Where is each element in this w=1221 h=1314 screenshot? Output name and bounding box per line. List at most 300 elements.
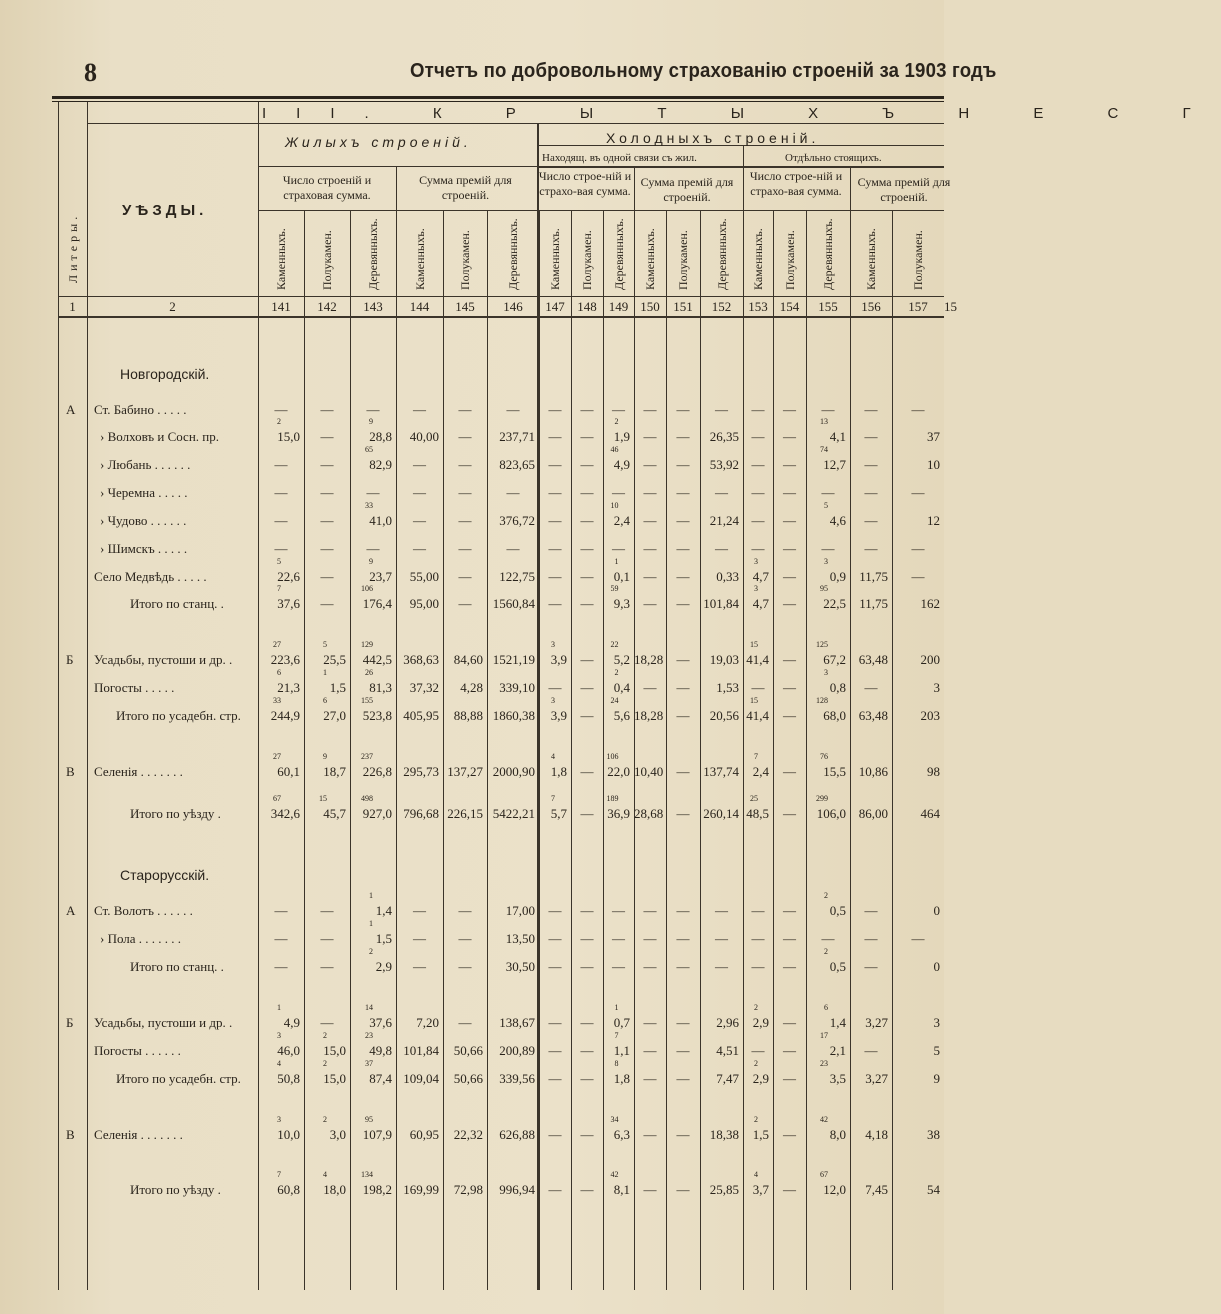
table-cell: —	[676, 457, 690, 472]
table-cell: —	[580, 931, 594, 946]
table-cell: 1,4	[375, 903, 392, 918]
table-cell: —	[821, 485, 835, 500]
running-title: Отчетъ по добровольному страхованію строеній за 1903 годъ	[410, 60, 997, 82]
table-cell: 1,8	[550, 764, 567, 779]
table-cell: —	[548, 513, 562, 528]
row-label: › Шимскъ . . . . .	[100, 541, 188, 556]
table-cell: 3,9	[550, 708, 567, 723]
table-cell: 18,28	[634, 708, 664, 723]
table-cell: 36,9	[607, 806, 630, 821]
table-cell: 17,00	[505, 903, 535, 918]
table-cell: —	[274, 931, 288, 946]
section-heading: Новгородскій.	[120, 366, 210, 382]
table-cell: —	[548, 680, 562, 695]
table-cell: —	[580, 959, 594, 974]
table-cell: 67,2	[823, 652, 846, 667]
table-cell: —	[458, 485, 472, 500]
table-cell: 2,9	[752, 1071, 769, 1086]
row-label: Ст. Волотъ . . . . . .	[94, 903, 193, 918]
table-cell: —	[751, 429, 765, 444]
count-superscript: 6	[323, 696, 327, 705]
count-superscript: 2	[614, 668, 619, 677]
table-cell: 200,89	[499, 1043, 535, 1058]
residential-header: Жилыхъ строеній.	[285, 134, 472, 150]
table-cell: 49,8	[369, 1043, 392, 1058]
table-cell: —	[783, 1071, 796, 1086]
table-cell: 0,7	[613, 1015, 630, 1030]
section-title: III. К Р Ы Т Ы Х Ъ Н Е С Г	[262, 105, 1221, 122]
row-label: Ст. Бабино . . . . .	[94, 402, 187, 417]
table-cell: 996,94	[499, 1182, 535, 1197]
table-cell: 796,68	[403, 806, 439, 821]
table-cell: —	[548, 1182, 562, 1197]
count-superscript: 2	[323, 1115, 327, 1124]
table-cell: —	[751, 513, 765, 528]
table-cell: 1560,84	[492, 596, 535, 611]
column-number: 154	[779, 299, 800, 314]
column-header-stone: Каменныхъ.	[274, 228, 288, 290]
table-cell: —	[580, 708, 594, 723]
table-cell: 2,4	[613, 513, 630, 528]
table-cell: 106,0	[816, 806, 846, 821]
grid-hline	[258, 210, 944, 211]
table-cell: 339,10	[499, 680, 535, 695]
table-cell: 101,84	[403, 1043, 439, 1058]
table-cell: 18,0	[323, 1182, 346, 1197]
table-cell: —	[548, 1071, 562, 1086]
grid-hline	[87, 123, 944, 124]
table-cell: —	[413, 903, 426, 918]
count-superscript: 27	[273, 640, 281, 649]
table-cell: 40,00	[409, 429, 439, 444]
table-cell: 15,0	[277, 429, 300, 444]
table-cell: 5,7	[550, 806, 567, 821]
column-number: 155	[818, 299, 838, 314]
table-cell: 0,8	[829, 680, 846, 695]
section-heading: Старорусскій.	[120, 867, 210, 883]
table-cell: 5,6	[613, 708, 630, 723]
count-superscript: 125	[816, 640, 828, 649]
table-cell: 95,00	[409, 596, 439, 611]
table-cell: —	[864, 903, 878, 918]
row-label: Село Медвѣдь . . . . .	[94, 569, 207, 584]
table-cell: —	[580, 806, 594, 821]
table-cell: 9	[933, 1071, 940, 1086]
count-superscript: 7	[277, 584, 281, 593]
table-cell: 223,6	[270, 652, 300, 667]
table-cell: 3	[933, 680, 940, 695]
table-cell: —	[612, 485, 625, 500]
table-cell: —	[783, 541, 796, 556]
row-label: › Волховъ и Сосн. пр.	[100, 429, 219, 444]
detached-header: Отдѣльно стоящихъ.	[785, 152, 882, 164]
table-cell: 3,27	[865, 1015, 888, 1030]
table-cell: 203	[920, 708, 940, 723]
table-cell: —	[783, 903, 796, 918]
table-cell: —	[783, 708, 796, 723]
table-cell: 4,18	[865, 1127, 888, 1142]
table-cell: 72,98	[453, 1182, 483, 1197]
table-cell: 23,7	[369, 569, 392, 584]
table-cell: 25,5	[323, 652, 346, 667]
table-cell: 2,1	[829, 1043, 846, 1058]
attached-count-header: Число строе-ній и страхо-вая сумма.	[538, 169, 632, 198]
count-superscript: 9	[323, 752, 327, 761]
table-cell: —	[676, 959, 690, 974]
count-superscript: 37	[365, 1059, 373, 1068]
table-cell: 50,66	[453, 1043, 483, 1058]
table-cell: 9,3	[613, 596, 630, 611]
count-superscript: 5	[824, 501, 828, 510]
count-superscript: 8	[614, 1059, 619, 1068]
table-cell: —	[320, 596, 334, 611]
table-cell: 22,6	[277, 569, 300, 584]
count-superscript: 237	[361, 752, 373, 761]
table-cell: —	[783, 596, 796, 611]
count-superscript: 6	[824, 1003, 828, 1012]
table-cell: 18,7	[323, 764, 346, 779]
table-cell: 4,6	[829, 513, 846, 528]
count-superscript: 65	[365, 445, 373, 454]
column-number: 143	[363, 299, 383, 314]
table-cell: —	[864, 931, 878, 946]
table-cell: —	[751, 680, 765, 695]
table-cell: —	[783, 569, 796, 584]
count-superscript: 189	[606, 794, 619, 803]
table-cell: 98	[927, 764, 940, 779]
table-cell: —	[676, 541, 690, 556]
table-cell: —	[864, 513, 878, 528]
table-cell: —	[783, 1182, 796, 1197]
table-cell: —	[274, 402, 288, 417]
total-row-label: Итого по усадебн. стр.	[116, 1071, 241, 1086]
table-cell: 122,75	[499, 569, 535, 584]
table-cell: —	[751, 485, 765, 500]
table-cell: 226,8	[362, 764, 392, 779]
letters-header: Литеры.	[66, 212, 80, 283]
table-cell: —	[864, 959, 878, 974]
column-header-stone: Каменныхъ.	[548, 228, 562, 290]
table-cell: —	[911, 931, 925, 946]
table-cell: —	[320, 402, 334, 417]
count-superscript: 27	[273, 752, 281, 761]
table-cell: 101,84	[703, 596, 739, 611]
table-cell: —	[413, 959, 426, 974]
table-cell: 3,0	[329, 1127, 346, 1142]
count-superscript: 95	[820, 584, 828, 593]
count-superscript: 42	[820, 1115, 828, 1124]
table-cell: —	[643, 680, 657, 695]
table-cell: —	[864, 457, 878, 472]
top-rule	[52, 96, 944, 99]
table-cell: 18,28	[634, 652, 664, 667]
table-cell: —	[413, 513, 426, 528]
table-cell: —	[751, 457, 765, 472]
table-cell: 41,0	[369, 513, 392, 528]
table-cell: —	[506, 402, 520, 417]
count-superscript: 7	[551, 794, 555, 803]
table-cell: —	[274, 457, 288, 472]
row-letter: А	[66, 402, 76, 417]
table-cell: —	[676, 513, 690, 528]
table-cell: 4,1	[829, 429, 846, 444]
table-cell: 38	[927, 1127, 940, 1142]
table-cell: —	[676, 764, 690, 779]
table-cell: —	[864, 402, 878, 417]
count-superscript: 128	[816, 696, 828, 705]
count-superscript: 9	[369, 557, 373, 566]
table-cell: 3	[933, 1015, 940, 1030]
table-cell: —	[676, 1015, 690, 1030]
count-superscript: 24	[610, 696, 619, 705]
column-number: 153	[748, 299, 768, 314]
table-cell: —	[413, 457, 426, 472]
table-cell: 63,48	[858, 652, 888, 667]
table-cell: 2000,90	[492, 764, 535, 779]
table-cell: —	[783, 1043, 796, 1058]
column-number: 147	[545, 299, 565, 314]
table-cell: —	[320, 931, 334, 946]
table-cell: —	[676, 596, 690, 611]
table-cell: —	[821, 402, 835, 417]
table-cell: 198,2	[362, 1182, 392, 1197]
table-cell: 48,5	[746, 806, 769, 821]
table-cell: —	[274, 903, 288, 918]
table-cell: —	[580, 485, 594, 500]
table-cell: 368,63	[403, 652, 439, 667]
table-cell: —	[320, 1015, 334, 1030]
table-cell: —	[458, 903, 472, 918]
column-header-stone: Каменныхъ.	[751, 228, 765, 290]
table-cell: —	[715, 485, 728, 500]
total-row-label: Итого по уѣзду .	[130, 1182, 221, 1197]
table-cell: —	[783, 931, 796, 946]
table-cell: —	[783, 959, 796, 974]
attached-header: Находящ. въ одной связи съ жил.	[542, 152, 697, 164]
premium-sum-header: Сумма премій для строеній.	[419, 173, 512, 202]
table-cell: —	[506, 485, 520, 500]
table-cell: —	[783, 402, 796, 417]
count-superscript: 2	[323, 1059, 327, 1068]
table-cell: —	[548, 1043, 562, 1058]
table-cell: 1521,19	[492, 652, 535, 667]
table-cell: —	[676, 903, 690, 918]
table-cell: 137,74	[703, 764, 739, 779]
table-cell: 0,1	[613, 569, 630, 584]
detached-premium-header: Сумма премій для строеній.	[857, 175, 951, 204]
count-superscript: 3	[551, 640, 555, 649]
column-number: 142	[317, 299, 337, 314]
table-cell: —	[580, 680, 594, 695]
table-cell: —	[548, 903, 562, 918]
table-cell: —	[366, 402, 380, 417]
row-label: › Черемна . . . . .	[100, 485, 188, 500]
row-label: › Пола . . . . . . .	[100, 931, 182, 946]
table-cell: —	[580, 903, 594, 918]
districts-header: УѢЗДЫ.	[122, 202, 208, 219]
column-header-semi: Полукамен.	[458, 230, 472, 290]
table-cell: 5,2	[613, 652, 630, 667]
table-cell: —	[413, 931, 426, 946]
table-cell: —	[643, 1071, 657, 1086]
column-number: 152	[711, 299, 732, 314]
table-cell: 11,75	[859, 569, 888, 584]
column-number: 145	[455, 299, 475, 314]
table-cell: —	[548, 541, 562, 556]
column-header-semi: Полукамен.	[580, 230, 594, 290]
table-cell: 84,60	[453, 652, 483, 667]
table-cell: —	[458, 596, 472, 611]
table-cell: 81,3	[369, 680, 392, 695]
table-cell: 12,7	[823, 457, 846, 472]
table-cell: 823,65	[499, 457, 535, 472]
table-cell: —	[676, 806, 690, 821]
table-cell: —	[548, 1127, 562, 1142]
column-header-wood: Деревянныхъ.	[611, 218, 626, 290]
table-cell: —	[274, 959, 288, 974]
table-cell: 10,0	[277, 1127, 300, 1142]
table-cell: —	[458, 457, 472, 472]
count-superscript: 17	[820, 1031, 828, 1040]
count-superscript: 4	[551, 752, 555, 761]
table-cell: —	[864, 541, 878, 556]
table-cell: 1,5	[375, 931, 392, 946]
count-superscript: 1	[614, 557, 619, 566]
count-superscript: 5	[277, 557, 281, 566]
table-cell: 1,4	[829, 1015, 846, 1030]
column-number: 149	[608, 299, 629, 314]
column-header-semi: Полукамен.	[911, 230, 925, 290]
table-cell: —	[676, 652, 690, 667]
row-label: › Чудово . . . . . .	[100, 513, 187, 528]
table-cell: —	[413, 485, 426, 500]
count-superscript: 13	[820, 417, 828, 426]
count-superscript: 23	[365, 1031, 373, 1040]
table-cell: 1,5	[329, 680, 346, 695]
table-cell: —	[911, 541, 925, 556]
count-superscript: 23	[820, 1059, 828, 1068]
table-cell: 2,96	[716, 1015, 739, 1030]
table-cell: —	[676, 569, 690, 584]
column-number: 141	[271, 299, 291, 314]
column-header-stone: Каменныхъ.	[643, 228, 657, 290]
table-cell: —	[366, 485, 380, 500]
column-number: 146	[503, 299, 523, 314]
table-cell: 22,0	[607, 764, 630, 779]
grid-hline	[58, 316, 944, 318]
row-label: Селенія . . . . . . .	[94, 764, 183, 779]
table-cell: 226,15	[447, 806, 483, 821]
table-cell: —	[676, 708, 690, 723]
table-cell: —	[320, 903, 334, 918]
table-cell: —	[580, 513, 594, 528]
table-cell: —	[413, 402, 426, 417]
count-superscript: 6	[277, 668, 281, 677]
count-superscript: 1	[614, 1003, 619, 1012]
table-cell: 162	[920, 596, 940, 611]
table-cell: 37,6	[277, 596, 300, 611]
table-cell: —	[320, 485, 334, 500]
count-superscript: 129	[361, 640, 373, 649]
table-cell: —	[911, 485, 925, 500]
table-cell: —	[643, 569, 657, 584]
count-superscript: 106	[361, 584, 373, 593]
count-superscript: 2	[369, 947, 373, 956]
table-cell: —	[580, 1043, 594, 1058]
table-cell: 8,1	[613, 1182, 630, 1197]
table-cell: —	[715, 541, 728, 556]
count-superscript: 1	[369, 919, 373, 928]
table-cell: 68,0	[823, 708, 846, 723]
table-cell: —	[612, 541, 625, 556]
table-cell: 12,0	[823, 1182, 846, 1197]
total-row-label: Итого по усадебн. стр.	[116, 708, 241, 723]
column-header-wood: Деревянныхъ.	[821, 218, 835, 290]
table-cell: —	[612, 931, 625, 946]
count-sum-header: Число строеній и страховая сумма.	[282, 173, 372, 202]
table-cell: —	[320, 457, 334, 472]
table-cell: —	[676, 1182, 690, 1197]
grid-vline	[58, 102, 59, 1290]
table-cell: —	[864, 485, 878, 500]
table-cell: —	[458, 1015, 472, 1030]
table-cell: —	[580, 541, 594, 556]
table-cell: —	[783, 429, 796, 444]
table-cell: —	[643, 1127, 657, 1142]
table-cell: 37,6	[369, 1015, 392, 1030]
table-cell: 8,0	[829, 1127, 846, 1142]
table-cell: —	[676, 680, 690, 695]
table-cell: —	[643, 485, 657, 500]
table-cell: —	[751, 959, 765, 974]
table-cell: —	[783, 652, 796, 667]
table-cell: —	[676, 1127, 690, 1142]
row-letter: Б	[66, 1015, 74, 1030]
table-cell: —	[676, 931, 690, 946]
table-cell: 0,9	[829, 569, 846, 584]
table-cell: 927,0	[362, 806, 392, 821]
column-header-semi: Полукамен.	[320, 230, 334, 290]
table-cell: 22,32	[453, 1127, 483, 1142]
table-cell: 4,7	[752, 569, 769, 584]
table-cell: 1860,38	[492, 708, 535, 723]
table-cell: 1,5	[752, 1127, 769, 1142]
table-cell: 4,28	[460, 680, 483, 695]
table-cell: —	[643, 903, 657, 918]
table-cell: 11,75	[859, 596, 888, 611]
table-cell: —	[864, 1043, 878, 1058]
table-cell: 3,7	[752, 1182, 769, 1197]
table-cell: —	[458, 429, 472, 444]
table-cell: 0,5	[829, 903, 846, 918]
row-label: Погосты . . . . . .	[94, 1043, 181, 1058]
count-superscript: 3	[551, 696, 555, 705]
table-cell: 21,24	[709, 513, 739, 528]
table-cell: 88,88	[453, 708, 483, 723]
table-cell: —	[783, 457, 796, 472]
table-cell: 4,51	[716, 1043, 739, 1058]
table-cell: 18,38	[709, 1127, 739, 1142]
row-label: Усадьбы, пустоши и др. .	[94, 652, 233, 667]
table-cell: 28,68	[634, 806, 664, 821]
count-superscript: 67	[273, 794, 281, 803]
table-cell: —	[783, 1015, 796, 1030]
table-cell: 20,56	[709, 708, 739, 723]
table-cell: —	[783, 513, 796, 528]
table-cell: —	[320, 959, 334, 974]
column-number: 150	[640, 299, 660, 314]
column-header-semi: Полукамен.	[676, 230, 690, 290]
